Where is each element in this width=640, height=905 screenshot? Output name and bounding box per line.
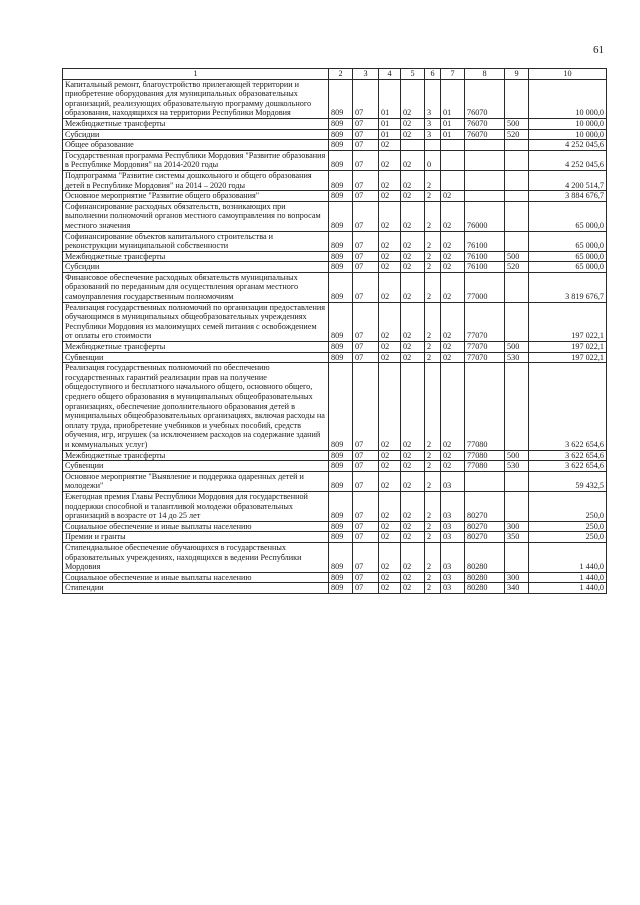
expense-type-code-cell: 500: [505, 450, 529, 461]
ministry-code-cell: 809: [329, 352, 353, 363]
item-name-cell: Общее образование: [63, 140, 329, 151]
program-code-cell: 02: [401, 521, 425, 532]
item-name-cell: Государственная программа Республики Мордовия "Развитие образования в Республике Мордовия" на 2014-2020 годы: [63, 150, 329, 170]
section-code-cell: 07: [353, 150, 379, 170]
direction-code-cell: 77070: [465, 302, 505, 341]
amount-cell: 3 622 654,6: [529, 363, 607, 450]
ministry-code-cell: 809: [329, 583, 353, 594]
subsection-code-cell: 02: [379, 491, 401, 521]
subsection-code-cell: 01: [379, 79, 401, 118]
amount-cell: 1 440,0: [529, 572, 607, 583]
direction-code-cell: 80270: [465, 521, 505, 532]
section-code-cell: 07: [353, 272, 379, 302]
subprogram-code-cell: [425, 140, 441, 151]
expense-type-code-cell: [505, 363, 529, 450]
table-row: [63, 129, 607, 140]
section-code-cell: 07: [353, 170, 379, 190]
header-cell: 4: [379, 69, 401, 80]
amount-cell: 4 200 514,7: [529, 170, 607, 190]
table-row: [63, 572, 607, 583]
section-code-cell: 07: [353, 140, 379, 151]
ministry-code-cell: 809: [329, 79, 353, 118]
subsection-code-cell: 02: [379, 352, 401, 363]
subsection-code-cell: 02: [379, 471, 401, 491]
header-cell: 3: [353, 69, 379, 80]
table-row: [63, 471, 607, 491]
amount-cell: 1 440,0: [529, 542, 607, 572]
expense-type-code-cell: [505, 150, 529, 170]
ministry-code-cell: 809: [329, 140, 353, 151]
subsection-code-cell: 02: [379, 532, 401, 543]
section-code-cell: 07: [353, 461, 379, 472]
table-body: [63, 79, 607, 593]
direction-code-cell: 80270: [465, 532, 505, 543]
item-name-cell: Социальное обеспечение и иные выплаты населению: [63, 572, 329, 583]
program-code-cell: 02: [401, 542, 425, 572]
header-cell: 8: [465, 69, 505, 80]
subsection-code-cell: 02: [379, 572, 401, 583]
subprogram-code-cell: 3: [425, 129, 441, 140]
ministry-code-cell: 809: [329, 170, 353, 190]
amount-cell: 250,0: [529, 532, 607, 543]
activity-code-cell: 01: [441, 79, 465, 118]
direction-code-cell: 76100: [465, 251, 505, 262]
subsection-code-cell: 02: [379, 461, 401, 472]
subsection-code-cell: 02: [379, 191, 401, 202]
direction-code-cell: 76100: [465, 262, 505, 273]
direction-code-cell: 80270: [465, 491, 505, 521]
section-code-cell: 07: [353, 521, 379, 532]
table-row: [63, 170, 607, 190]
program-code-cell: 02: [401, 262, 425, 273]
direction-code-cell: 77070: [465, 342, 505, 353]
expense-type-code-cell: 500: [505, 342, 529, 353]
subprogram-code-cell: 2: [425, 450, 441, 461]
table-row: [63, 542, 607, 572]
direction-code-cell: 77080: [465, 450, 505, 461]
amount-cell: 65 000,0: [529, 201, 607, 231]
amount-cell: 3 622 654,6: [529, 461, 607, 472]
activity-code-cell: 02: [441, 231, 465, 251]
expense-type-code-cell: [505, 272, 529, 302]
subprogram-code-cell: 2: [425, 302, 441, 341]
activity-code-cell: [441, 140, 465, 151]
section-code-cell: 07: [353, 542, 379, 572]
activity-code-cell: 03: [441, 583, 465, 594]
subprogram-code-cell: 2: [425, 572, 441, 583]
direction-code-cell: 76070: [465, 118, 505, 129]
subsection-code-cell: 02: [379, 363, 401, 450]
expense-type-code-cell: [505, 140, 529, 151]
amount-cell: 4 252 045,6: [529, 140, 607, 151]
activity-code-cell: 03: [441, 542, 465, 572]
item-name-cell: Реализация государственных полномочий по обеспечению государственных гарантий реализации прав на получение общедоступного и бесплатного начального общего, основного общего, среднего общего образования в муниципальных общеобразовательных организациях, обеспечение дополнительного образования детей в муниципальных общеобразовательных организациях, включая расходы на оплату труда, приобретение учебников и учебных пособий, средств обучения, игр, игрушек (за исключением расходов на содержание зданий и коммунальных услуг): [63, 363, 329, 450]
table-row: [63, 532, 607, 543]
direction-code-cell: 76070: [465, 79, 505, 118]
subprogram-code-cell: 2: [425, 532, 441, 543]
section-code-cell: 07: [353, 352, 379, 363]
subsection-code-cell: 02: [379, 583, 401, 594]
amount-cell: 250,0: [529, 491, 607, 521]
activity-code-cell: 02: [441, 450, 465, 461]
amount-cell: 65 000,0: [529, 231, 607, 251]
ministry-code-cell: 809: [329, 262, 353, 273]
expense-type-code-cell: 500: [505, 251, 529, 262]
expense-type-code-cell: [505, 201, 529, 231]
direction-code-cell: 80280: [465, 542, 505, 572]
program-code-cell: 02: [401, 191, 425, 202]
activity-code-cell: 02: [441, 262, 465, 273]
program-code-cell: 02: [401, 583, 425, 594]
direction-code-cell: 77000: [465, 272, 505, 302]
amount-cell: 59 432,5: [529, 471, 607, 491]
amount-cell: 65 000,0: [529, 262, 607, 273]
table-row: [63, 302, 607, 341]
table-row: [63, 150, 607, 170]
table-row: [63, 583, 607, 594]
budget-table: [62, 68, 607, 594]
expense-type-code-cell: 500: [505, 118, 529, 129]
expense-type-code-cell: 300: [505, 572, 529, 583]
activity-code-cell: 02: [441, 352, 465, 363]
section-code-cell: 07: [353, 363, 379, 450]
subsection-code-cell: 02: [379, 272, 401, 302]
subprogram-code-cell: 2: [425, 201, 441, 231]
amount-cell: 250,0: [529, 521, 607, 532]
section-code-cell: 07: [353, 583, 379, 594]
item-name-cell: Субсидии: [63, 262, 329, 273]
table-row: [63, 262, 607, 273]
item-name-cell: Социальное обеспечение и иные выплаты населению: [63, 521, 329, 532]
amount-cell: 4 252 045,6: [529, 150, 607, 170]
table-row: [63, 352, 607, 363]
direction-code-cell: [465, 170, 505, 190]
table-row: [63, 461, 607, 472]
direction-code-cell: [465, 191, 505, 202]
ministry-code-cell: 809: [329, 251, 353, 262]
subsection-code-cell: 02: [379, 302, 401, 341]
expense-type-code-cell: [505, 231, 529, 251]
subsection-code-cell: 02: [379, 231, 401, 251]
amount-cell: 3 819 676,7: [529, 272, 607, 302]
subsection-code-cell: 02: [379, 140, 401, 151]
direction-code-cell: 77080: [465, 363, 505, 450]
subprogram-code-cell: 3: [425, 118, 441, 129]
activity-code-cell: 01: [441, 129, 465, 140]
program-code-cell: 02: [401, 251, 425, 262]
expense-type-code-cell: 350: [505, 532, 529, 543]
header-row: [63, 69, 607, 80]
subsection-code-cell: 02: [379, 262, 401, 273]
direction-code-cell: 80280: [465, 583, 505, 594]
item-name-cell: Подпрограмма "Развитие системы дошкольного и общего образования детей в Республике Мордовия" на 2014 – 2020 годы: [63, 170, 329, 190]
section-code-cell: 07: [353, 471, 379, 491]
program-code-cell: 02: [401, 572, 425, 583]
subprogram-code-cell: 2: [425, 251, 441, 262]
section-code-cell: 07: [353, 572, 379, 583]
activity-code-cell: 03: [441, 521, 465, 532]
item-name-cell: Ежегодная премия Главы Республики Мордовия для государственной поддержки способной и талантливой молодежи образовательных организаций в возрасте от 14 до 25 лет: [63, 491, 329, 521]
activity-code-cell: 02: [441, 461, 465, 472]
activity-code-cell: 03: [441, 471, 465, 491]
section-code-cell: 07: [353, 201, 379, 231]
section-code-cell: 07: [353, 118, 379, 129]
ministry-code-cell: 809: [329, 191, 353, 202]
activity-code-cell: 02: [441, 272, 465, 302]
section-code-cell: 07: [353, 532, 379, 543]
header-cell: 1: [63, 69, 329, 80]
ministry-code-cell: 809: [329, 521, 353, 532]
program-code-cell: 02: [401, 363, 425, 450]
activity-code-cell: 03: [441, 491, 465, 521]
program-code-cell: 02: [401, 532, 425, 543]
program-code-cell: 02: [401, 201, 425, 231]
direction-code-cell: [465, 471, 505, 491]
table-row: [63, 363, 607, 450]
program-code-cell: 02: [401, 302, 425, 341]
expense-type-code-cell: [505, 191, 529, 202]
activity-code-cell: 02: [441, 201, 465, 231]
direction-code-cell: 80280: [465, 572, 505, 583]
subprogram-code-cell: 2: [425, 191, 441, 202]
ministry-code-cell: 809: [329, 491, 353, 521]
amount-cell: 197 022,1: [529, 352, 607, 363]
expense-type-code-cell: [505, 302, 529, 341]
table-row: [63, 272, 607, 302]
program-code-cell: 02: [401, 118, 425, 129]
item-name-cell: Межбюджетные трансферты: [63, 118, 329, 129]
subsection-code-cell: 02: [379, 201, 401, 231]
expense-type-code-cell: [505, 542, 529, 572]
program-code-cell: 02: [401, 150, 425, 170]
header-cell: 6: [425, 69, 441, 80]
ministry-code-cell: 809: [329, 461, 353, 472]
item-name-cell: Основное мероприятие "Развитие общего образования": [63, 191, 329, 202]
activity-code-cell: 03: [441, 572, 465, 583]
subprogram-code-cell: 2: [425, 352, 441, 363]
activity-code-cell: 01: [441, 118, 465, 129]
program-code-cell: 02: [401, 491, 425, 521]
table-row: [63, 251, 607, 262]
program-code-cell: [401, 140, 425, 151]
table-row: [63, 231, 607, 251]
item-name-cell: Межбюджетные трансферты: [63, 342, 329, 353]
item-name-cell: Основное мероприятие "Выявление и поддержка одаренных детей и молодежи": [63, 471, 329, 491]
item-name-cell: Субвенции: [63, 352, 329, 363]
ministry-code-cell: 809: [329, 572, 353, 583]
program-code-cell: 02: [401, 352, 425, 363]
table-row: [63, 79, 607, 118]
table-row: [63, 450, 607, 461]
item-name-cell: Субвенции: [63, 461, 329, 472]
activity-code-cell: 02: [441, 302, 465, 341]
ministry-code-cell: 809: [329, 272, 353, 302]
program-code-cell: 02: [401, 272, 425, 302]
item-name-cell: Финансовое обеспечение расходных обязательств муниципальных образований по переданным для осуществления органам местного самоуправления государственным полномочиям: [63, 272, 329, 302]
program-code-cell: 02: [401, 170, 425, 190]
table-row: [63, 118, 607, 129]
subprogram-code-cell: 2: [425, 583, 441, 594]
table-row: [63, 201, 607, 231]
direction-code-cell: 77080: [465, 461, 505, 472]
program-code-cell: 02: [401, 471, 425, 491]
subsection-code-cell: 02: [379, 521, 401, 532]
direction-code-cell: 77070: [465, 352, 505, 363]
section-code-cell: 07: [353, 191, 379, 202]
item-name-cell: Стипендии: [63, 583, 329, 594]
direction-code-cell: 76100: [465, 231, 505, 251]
ministry-code-cell: 809: [329, 302, 353, 341]
program-code-cell: 02: [401, 342, 425, 353]
direction-code-cell: [465, 140, 505, 151]
activity-code-cell: [441, 150, 465, 170]
direction-code-cell: [465, 150, 505, 170]
subprogram-code-cell: 2: [425, 342, 441, 353]
subprogram-code-cell: 2: [425, 491, 441, 521]
item-name-cell: Софинансирование объектов капитального строительства и реконструкции муниципальной собственности: [63, 231, 329, 251]
direction-code-cell: 76000: [465, 201, 505, 231]
section-code-cell: 07: [353, 231, 379, 251]
table-row: [63, 491, 607, 521]
expense-type-code-cell: [505, 79, 529, 118]
ministry-code-cell: 809: [329, 532, 353, 543]
expense-type-code-cell: 520: [505, 262, 529, 273]
section-code-cell: 07: [353, 302, 379, 341]
item-name-cell: Реализация государственных полномочий по организации предоставления обучающимся в муниципальных общеобразовательных учреждениях Республики Мордовия из малоимущих семей питания с освобождением от оплаты его стоимости: [63, 302, 329, 341]
activity-code-cell: 02: [441, 363, 465, 450]
item-name-cell: Капитальный ремонт, благоустройство прилегающей территории и приобретение оборудования для муниципальных образовательных организаций, реализующих образовательную программу дошкольного образования, находящихся на территории Республики Мордовия: [63, 79, 329, 118]
item-name-cell: Межбюджетные трансферты: [63, 450, 329, 461]
section-code-cell: 07: [353, 342, 379, 353]
section-code-cell: 07: [353, 129, 379, 140]
subprogram-code-cell: 2: [425, 231, 441, 251]
ministry-code-cell: 809: [329, 363, 353, 450]
ministry-code-cell: 809: [329, 542, 353, 572]
ministry-code-cell: 809: [329, 129, 353, 140]
subprogram-code-cell: 2: [425, 471, 441, 491]
expense-type-code-cell: [505, 491, 529, 521]
header-cell: 9: [505, 69, 529, 80]
ministry-code-cell: 809: [329, 201, 353, 231]
subprogram-code-cell: 2: [425, 461, 441, 472]
section-code-cell: 07: [353, 491, 379, 521]
amount-cell: 197 022,1: [529, 302, 607, 341]
activity-code-cell: 02: [441, 191, 465, 202]
subprogram-code-cell: 2: [425, 542, 441, 572]
expense-type-code-cell: 520: [505, 129, 529, 140]
subsection-code-cell: 02: [379, 170, 401, 190]
header-cell: 7: [441, 69, 465, 80]
subprogram-code-cell: 2: [425, 262, 441, 273]
program-code-cell: 02: [401, 79, 425, 118]
expense-type-code-cell: [505, 471, 529, 491]
ministry-code-cell: 809: [329, 342, 353, 353]
ministry-code-cell: 809: [329, 118, 353, 129]
subsection-code-cell: 02: [379, 150, 401, 170]
section-code-cell: 07: [353, 251, 379, 262]
amount-cell: 3 622 654,6: [529, 450, 607, 461]
page-number: 61: [593, 44, 604, 56]
subsection-code-cell: 02: [379, 342, 401, 353]
expense-type-code-cell: 300: [505, 521, 529, 532]
program-code-cell: 02: [401, 461, 425, 472]
activity-code-cell: 03: [441, 532, 465, 543]
section-code-cell: 07: [353, 262, 379, 273]
table-row: [63, 191, 607, 202]
program-code-cell: 02: [401, 231, 425, 251]
amount-cell: 3 884 676,7: [529, 191, 607, 202]
direction-code-cell: 76070: [465, 129, 505, 140]
subsection-code-cell: 02: [379, 450, 401, 461]
item-name-cell: Софинансирование расходных обязательств, возникающих при выполнении полномочий органов местного самоуправления по вопросам местного значения: [63, 201, 329, 231]
amount-cell: 10 000,0: [529, 79, 607, 118]
header-cell: 2: [329, 69, 353, 80]
expense-type-code-cell: 340: [505, 583, 529, 594]
expense-type-code-cell: 530: [505, 461, 529, 472]
amount-cell: 1 440,0: [529, 583, 607, 594]
subprogram-code-cell: 0: [425, 150, 441, 170]
section-code-cell: 07: [353, 79, 379, 118]
subsection-code-cell: 02: [379, 542, 401, 572]
activity-code-cell: [441, 170, 465, 190]
subsection-code-cell: 02: [379, 251, 401, 262]
program-code-cell: 02: [401, 129, 425, 140]
subprogram-code-cell: 2: [425, 170, 441, 190]
program-code-cell: 02: [401, 450, 425, 461]
subsection-code-cell: 01: [379, 118, 401, 129]
amount-cell: 10 000,0: [529, 129, 607, 140]
subprogram-code-cell: 3: [425, 79, 441, 118]
subsection-code-cell: 01: [379, 129, 401, 140]
expense-type-code-cell: 530: [505, 352, 529, 363]
amount-cell: 197 022,1: [529, 342, 607, 353]
table-row: [63, 521, 607, 532]
amount-cell: 65 000,0: [529, 251, 607, 262]
subprogram-code-cell: 2: [425, 363, 441, 450]
item-name-cell: Межбюджетные трансферты: [63, 251, 329, 262]
ministry-code-cell: 809: [329, 150, 353, 170]
expense-type-code-cell: [505, 170, 529, 190]
subprogram-code-cell: 2: [425, 521, 441, 532]
item-name-cell: Стипендиальное обеспечение обучающихся в государственных образовательных учреждениях, находящихся в ведении Республики Мордовия: [63, 542, 329, 572]
subprogram-code-cell: 2: [425, 272, 441, 302]
ministry-code-cell: 809: [329, 471, 353, 491]
section-code-cell: 07: [353, 450, 379, 461]
table-row: [63, 140, 607, 151]
header-cell: 5: [401, 69, 425, 80]
ministry-code-cell: 809: [329, 450, 353, 461]
ministry-code-cell: 809: [329, 231, 353, 251]
table-row: [63, 342, 607, 353]
amount-cell: 10 000,0: [529, 118, 607, 129]
activity-code-cell: 02: [441, 342, 465, 353]
item-name-cell: Премии и гранты: [63, 532, 329, 543]
header-cell: 10: [529, 69, 607, 80]
activity-code-cell: 02: [441, 251, 465, 262]
item-name-cell: Субсидии: [63, 129, 329, 140]
